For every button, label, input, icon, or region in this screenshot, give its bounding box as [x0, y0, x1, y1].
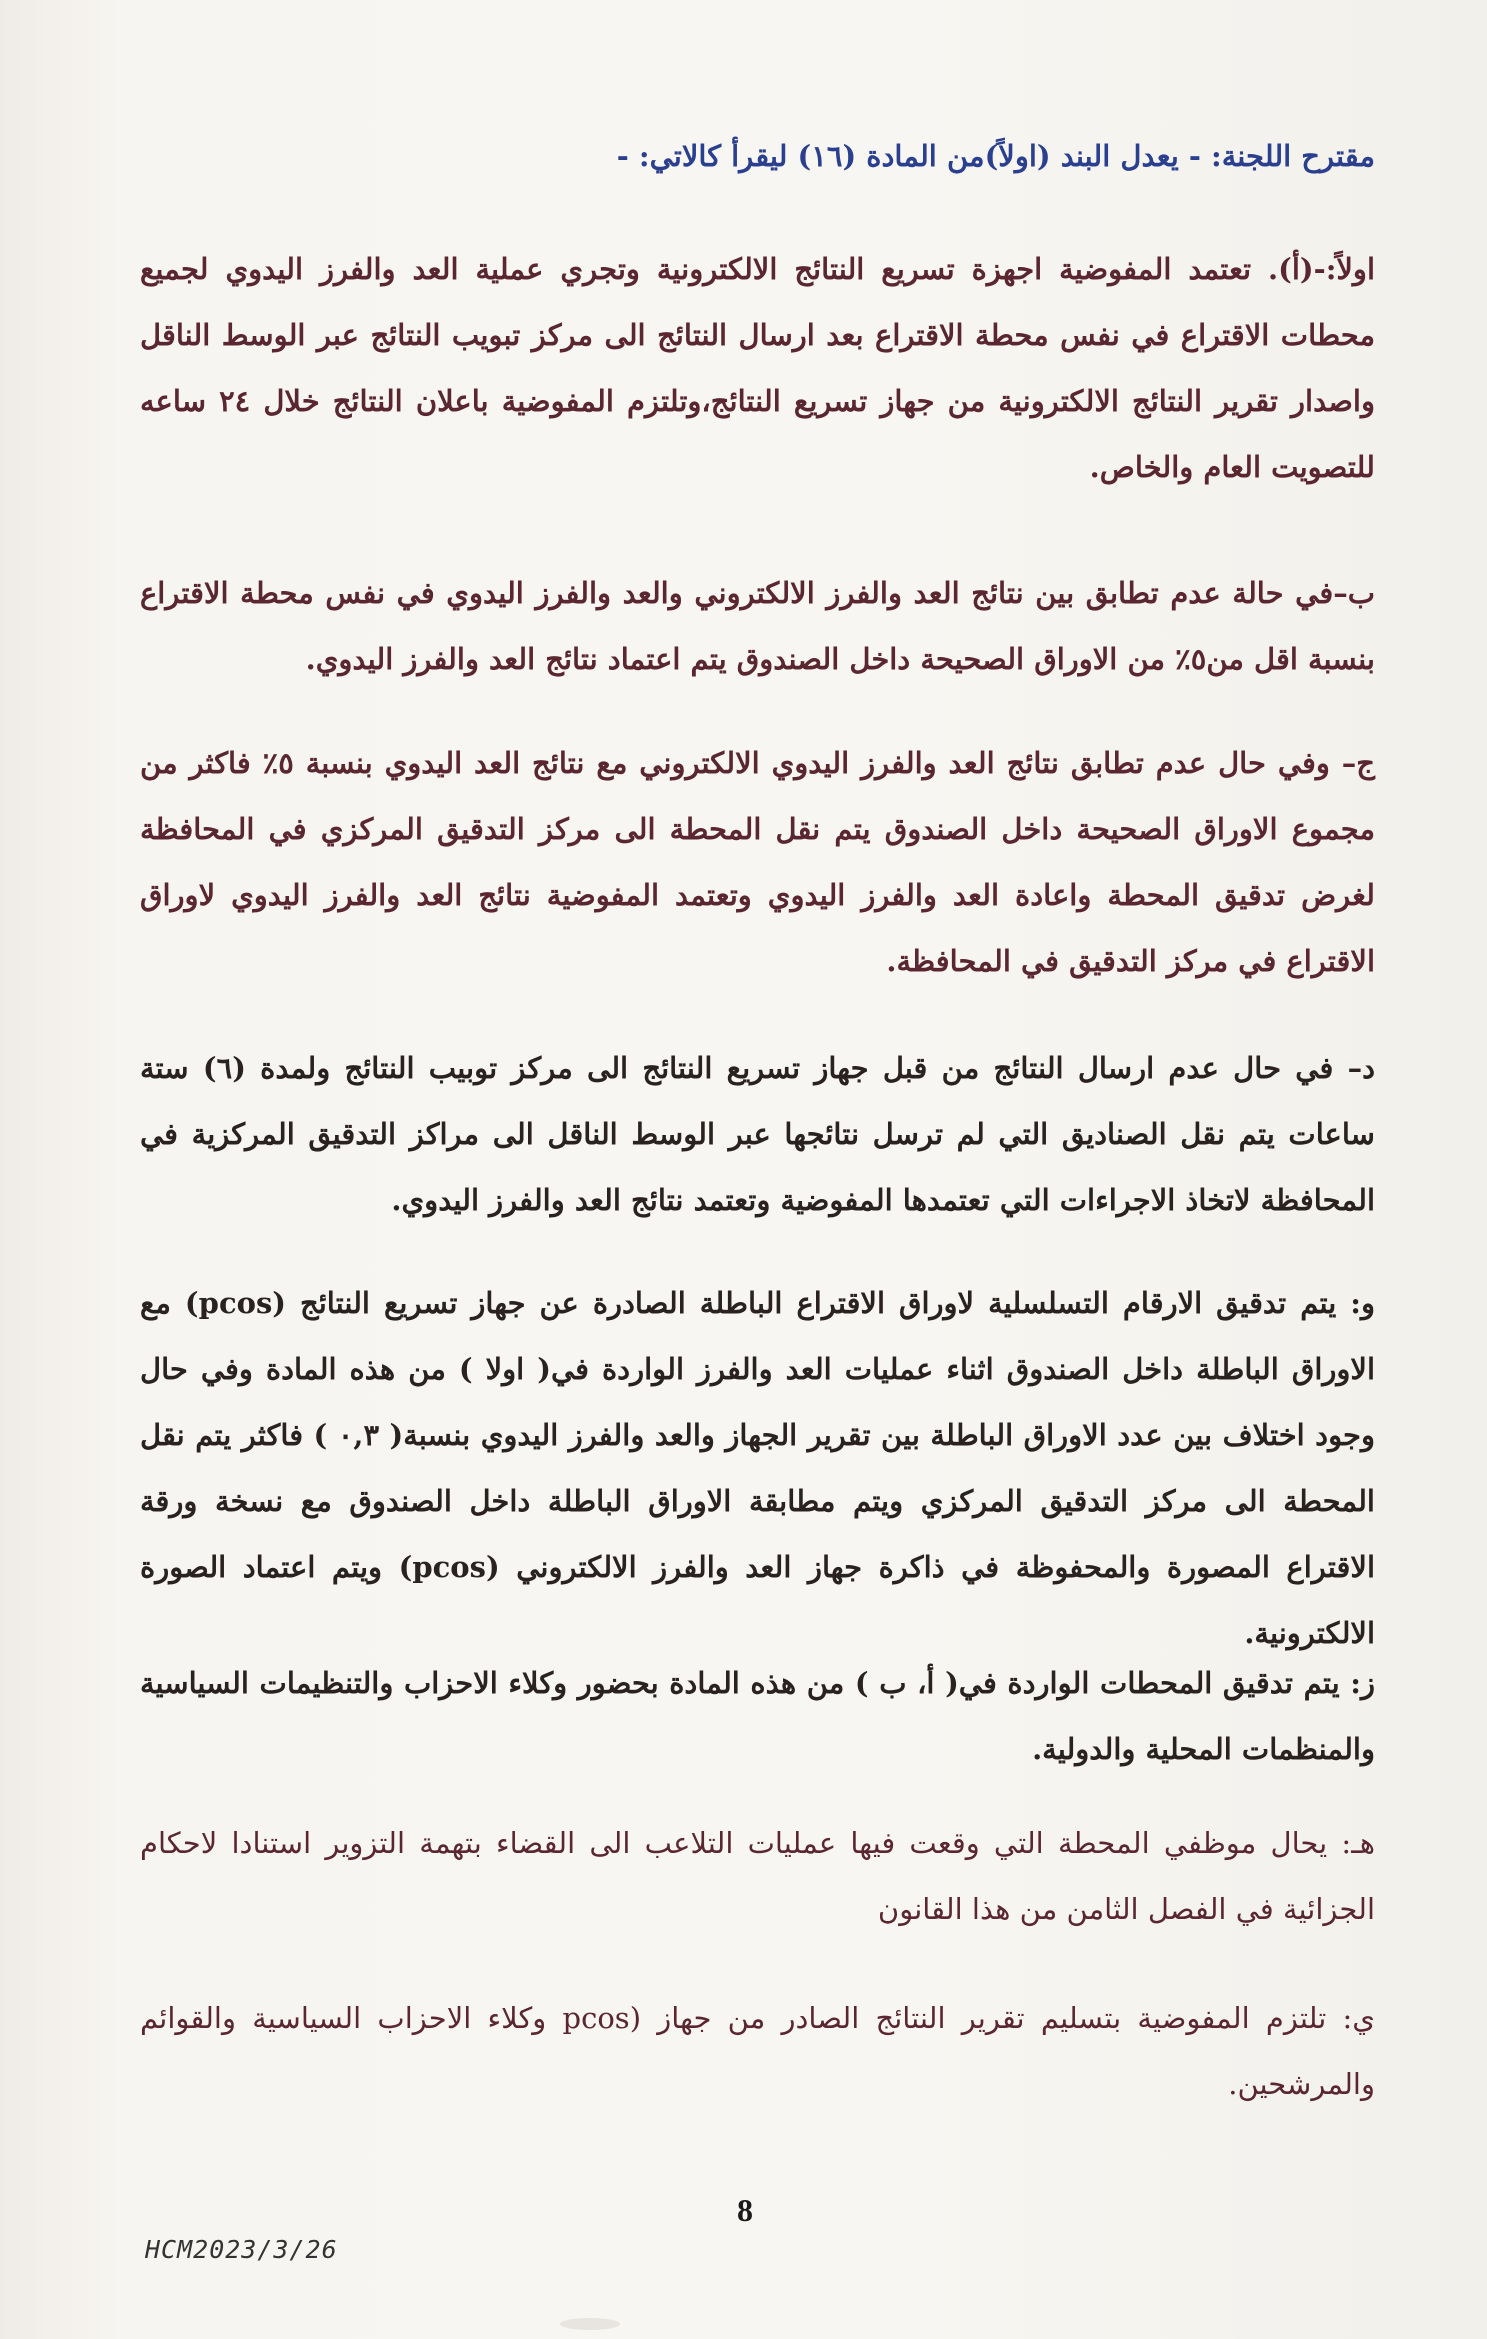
paragraph-h: هـ: يحال موظفي المحطة التي وقعت فيها عمليات التلاعب الى القضاء بتهمة التزوير استنادا لاحكام الجزائية في الفصل الثامن من هذا القانون: [140, 1826, 1375, 1926]
paragraph-z: ز: يتم تدقيق المحطات الواردة في( أ، ب ) من هذه المادة بحضور وكلاء الاحزاب والتنظيمات السياسية والمنظمات المحلية والدولية.: [140, 1666, 1375, 1766]
footer-date-stamp: HCM2023/3/26: [145, 2235, 338, 2264]
paragraph-c: ج– وفي حال عدم تطابق نتائج العد والفرز اليدوي الالكتروني مع نتائج العد اليدوي بنسبة ٥٪ فاكثر من مجموع الاوراق الصحيحة داخل الصندوق يتم نقل المحطة الى مركز التدقيق المركزي في المحافظة لغرض تدقيق المحطة واعادة العد والفرز اليدوي وتعتمد المفوضية نتائج العد والفرز اليدوي لاوراق الاقتراع في مركز التدقيق في المحافظة.: [140, 746, 1375, 978]
paragraph-w: و: يتم تدقيق الارقام التسلسلية لاوراق الاقتراع الباطلة الصادرة عن جهاز تسريع النتائج (pcos) مع الاوراق الباطلة داخل الصندوق اثناء عمليات العد والفرز الواردة في( اولا ) من هذه المادة وفي حال وجود اختلاف بين عدد الاوراق الباطلة بين تقرير الجهاز والعد والفرز اليدوي بنسبة( ٠,٣ ) فاكثر يتم نقل المحطة الى مركز التدقيق المركزي ويتم مطابقة الاوراق الباطلة داخل الصندوق مع نسخة ورقة الاقتراع المصورة والمحفوظة في ذاكرة جهاز العد والفرز الالكتروني (pcos) ويتم اعتماد الصورة الالكترونية.: [140, 1286, 1375, 1650]
paragraph-a: اولاً:-(أ). تعتمد المفوضية اجهزة تسريع النتائج الالكترونية وتجري عملية العد والفرز اليدوي لجميع محطات الاقتراع في نفس محطة الاقتراع بعد ارسال النتائج الى مركز تبويب النتائج عبر الوسط الناقل واصدار تقرير النتائج الالكترونية من جهاز تسريع النتائج،وتلتزم المفوضية باعلان النتائج خلال ٢٤ ساعه للتصويت العام والخاص.: [140, 252, 1375, 484]
paragraph-y: ي: تلتزم المفوضية بتسليم تقرير النتائج الصادر من جهاز (pcos وكلاء الاحزاب السياسية والقوائم والمرشحين.: [140, 2001, 1375, 2101]
paragraph-d: د– في حال عدم ارسال النتائج من قبل جهاز تسريع النتائج الى مركز توبيب النتائج ولمدة (٦) ستة ساعات يتم نقل الصناديق التي لم ترسل نتائجها عبر الوسط الناقل الى مراكز التدقيق المركزية في المحافظة لاتخاذ الاجراءات التي تعتمدها المفوضية وتعتمد نتائج العد والفرز اليدوي.: [140, 1051, 1376, 1217]
scan-smudge: [560, 2318, 620, 2330]
page-number: 8: [737, 2192, 753, 2228]
paragraph-b: ب–في حالة عدم تطابق بين نتائج العد والفرز الالكتروني والعد والفرز اليدوي في نفس محطة الاقتراع بنسبة اقل من٥٪ من الاوراق الصحيحة داخل الصندوق يتم اعتماد نتائج العد والفرز اليدوي.: [140, 576, 1375, 676]
proposal-heading: مقترح اللجنة: - يعدل البند (اولاً)من المادة (١٦) ليقرأ كالاتي: -: [616, 139, 1375, 173]
